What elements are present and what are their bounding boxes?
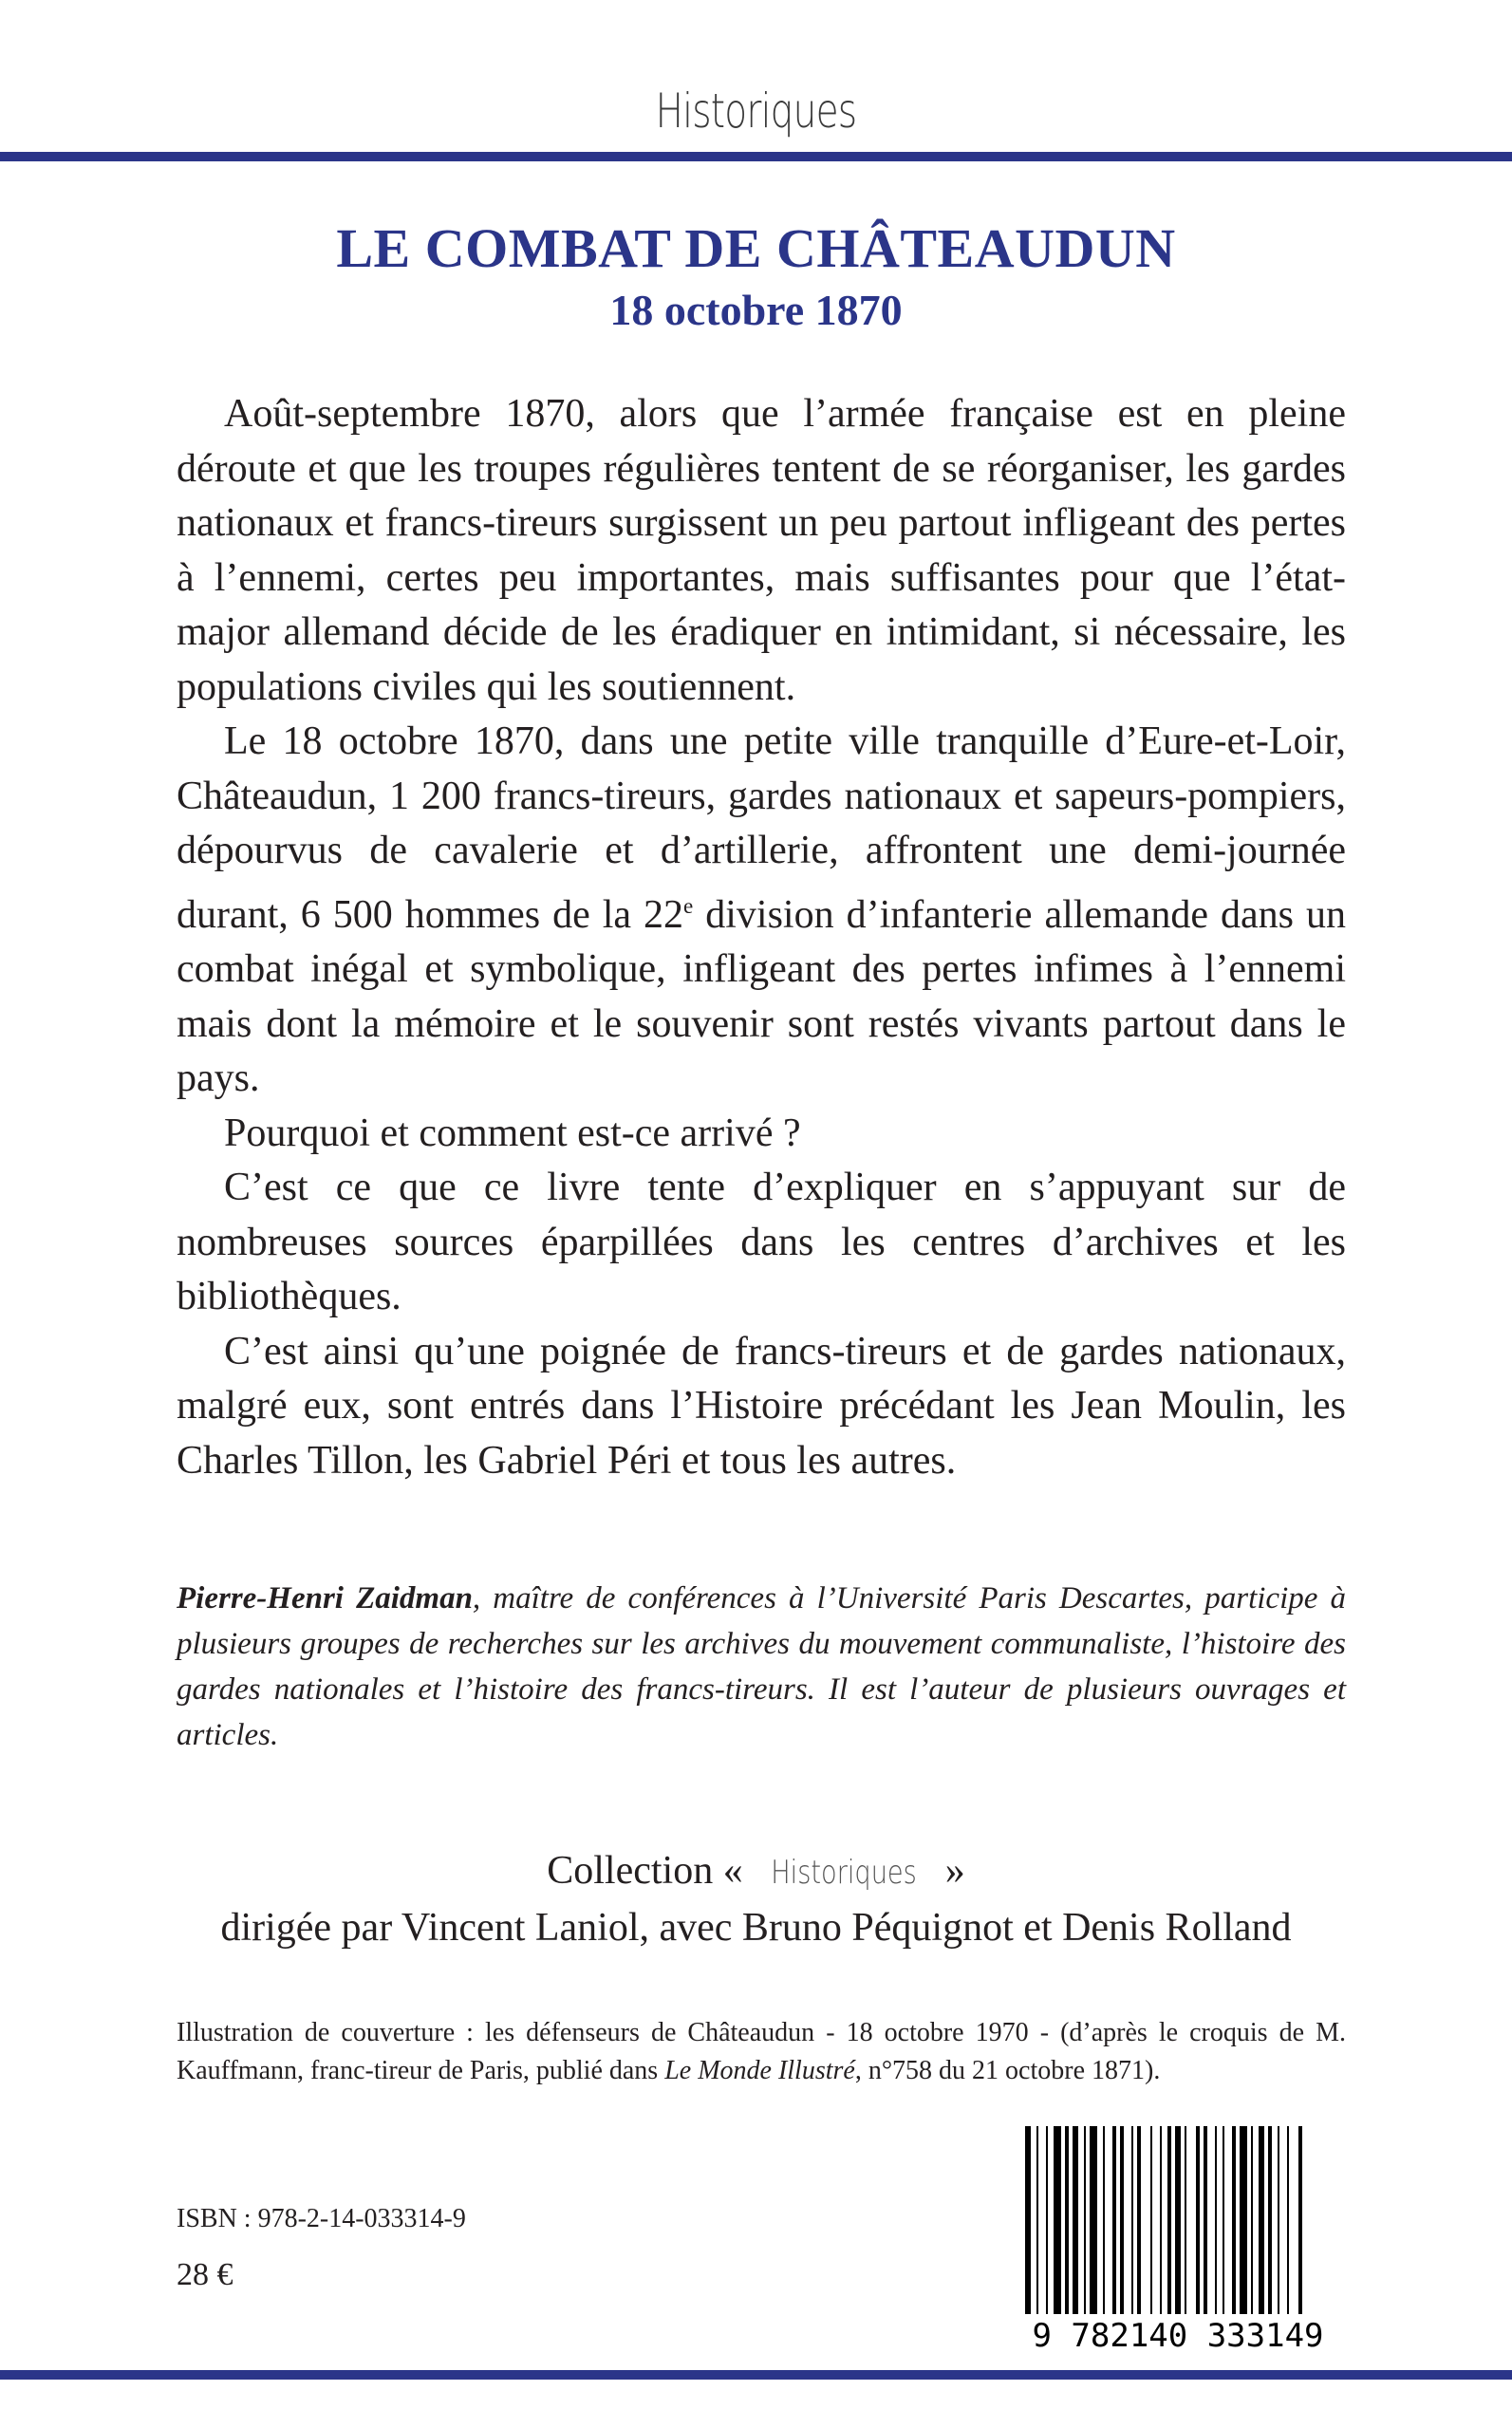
barcode-bar	[1298, 2126, 1302, 2314]
barcode-bar	[1167, 2126, 1171, 2314]
blurb-paragraph-3: Pourquoi et comment est-ce arrivé ?	[224, 1111, 801, 1155]
barcode-bar	[1196, 2126, 1200, 2314]
barcode-bar	[1090, 2126, 1097, 2314]
barcode-digits: 9 782140 333149	[1032, 2317, 1324, 2354]
book-subtitle: 18 octobre 1870	[609, 286, 903, 334]
collection-info	[0, 1843, 1512, 1955]
collection-directors: dirigée par Vincent Laniol, avec Bruno Péquignot et Denis Rolland	[220, 1906, 1292, 1950]
author-bio-text: , maître de conférences à l’Université Paris Descartes, participe à plusieurs groupes de recherches sur les archives du mouvement communaliste, l’histoire des gardes nationales et l’histoire des francs-tireurs. Il est l’auteur de plusieurs ouvrages et articles.	[177, 1581, 1346, 1752]
book-title: LE COMBAT DE CHÂTEAUDUN	[336, 217, 1176, 279]
barcode-bar	[1054, 2126, 1061, 2314]
barcode-bar	[1036, 2126, 1038, 2314]
blurb-paragraph-1: Août-septembre 1870, alors que l’armée française est en pleine déroute et que les troupes régulières tentent de se réorganiser, les gardes nationaux et francs-tireurs surgissent un peu partout infligeant des pertes à l’ennemi, certes peu importantes, mais suffisantes pour que l’état-major allemand décide de les éradiquer en intimidant, si nécessaire, les populations civiles qui les soutiennent.	[177, 392, 1346, 709]
barcode-bar	[1025, 2126, 1031, 2314]
author-bio	[177, 1576, 1346, 1758]
blurb	[177, 387, 1346, 1488]
barcode-bar	[1232, 2126, 1236, 2314]
barcode-bar	[1268, 2126, 1272, 2314]
barcode-bar	[1065, 2126, 1069, 2314]
barcode-bar	[1204, 2126, 1207, 2314]
barcode-bar	[1103, 2126, 1105, 2314]
collection-line	[0, 1843, 1512, 1900]
barcode-bar	[1223, 2126, 1224, 2314]
barcode-bar	[1084, 2126, 1086, 2314]
blurb-paragraph-2: Le 18 octobre 1870, dans une petite ville tranquille d’Eure-et-Loir, Châteaudun, 1 200 francs-tireurs, gardes nationaux et sapeurs-pompiers, dépourvus de cavalerie et d’artillerie, affrontent une demi-journée durant, 6 500 hommes de la 22e division d’infanterie allemande dans un combat inégal et symbolique, infligeant des pertes infimes à l’ennemi mais dont la mémoire et le souvenir sont restés vivants partout dans le pays.	[177, 719, 1346, 1100]
barcode-bar	[1131, 2126, 1133, 2314]
barcode-bar	[1240, 2126, 1247, 2314]
barcode-bar	[1046, 2126, 1048, 2314]
barcode-bar	[1185, 2126, 1186, 2314]
isbn: ISBN : 978-2-14-033314-9	[177, 2204, 466, 2233]
credit-text-after: , n°758 du 21 octobre 1871).	[854, 2056, 1161, 2085]
collection-prefix: Collection «	[547, 1849, 743, 1893]
blurb-paragraph-5: C’est ainsi qu’une poignée de francs-tireurs et de gardes nationaux, malgré eux, sont entrés dans l’Histoire précédant les Jean Moulin, les Charles Tillon, les Gabriel Péri et tous les autres.	[177, 1329, 1346, 1483]
series-logo-top: Historiques	[655, 84, 857, 139]
barcode-bar	[1137, 2126, 1141, 2314]
author-name: Pierre-Henri Zaidman	[177, 1581, 473, 1615]
cover-credit	[177, 2014, 1346, 2090]
barcode-bar	[1287, 2126, 1289, 2314]
barcode-bar	[1278, 2126, 1279, 2314]
barcode-bar	[1073, 2126, 1078, 2314]
barcode-bar	[1112, 2126, 1116, 2314]
barcode-bar	[1150, 2126, 1152, 2314]
barcode-bar	[1251, 2126, 1253, 2314]
blurb-paragraph-4: C’est ce que ce livre tente d’expliquer en s’appuyant sur de nombreuses sources éparpillées dans les centres d’archives et les bibliothèques.	[177, 1166, 1346, 1318]
bottom-rule	[0, 2370, 1512, 2380]
credit-text-before: Illustration de couverture : les défenseurs de Châteaudun - 18 octobre 1970 - (d’après le croquis de M. Kauffmann, franc-tireur de Paris, publié dans	[177, 2018, 1346, 2085]
barcode-bar	[1259, 2126, 1264, 2314]
top-rule	[0, 152, 1512, 161]
barcode-bar	[1175, 2126, 1181, 2314]
barcode	[1021, 2119, 1335, 2354]
credit-publication: Le Monde Illustré	[664, 2056, 855, 2085]
barcode-bar	[1160, 2126, 1162, 2314]
barcode-bar	[1215, 2126, 1217, 2314]
collection-suffix: »	[944, 1849, 965, 1893]
barcode-bar	[1120, 2126, 1124, 2314]
collection-series-logo: Historiques	[771, 1854, 918, 1892]
price: 28 €	[177, 2257, 233, 2292]
